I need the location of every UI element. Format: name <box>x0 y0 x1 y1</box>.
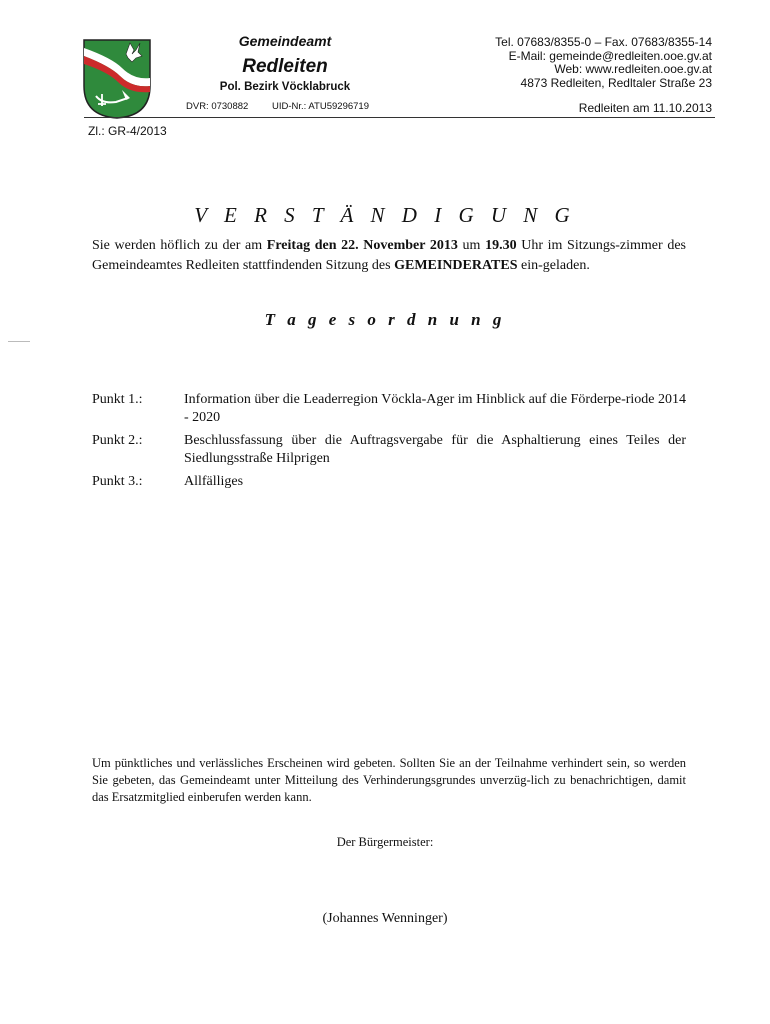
agenda-item-text: Information über die Leaderregion Vöckla-Ager im Hinblick auf die Förderpe-riode 2014 - 2020 <box>184 392 687 425</box>
invitation-text: Sie werden höflich zu der am <box>92 238 267 253</box>
date-line: Redleiten am 11.10.2013 <box>578 101 712 115</box>
agenda-item-label: Punkt 2.: <box>92 433 143 448</box>
org-name-line2: Redleiten <box>242 56 328 77</box>
agenda-item-label: Punkt 1.: <box>92 392 143 407</box>
contact-phone: Tel. 07683/8355-0 – Fax. 07683/8355-14 <box>495 35 712 49</box>
meeting-date: Freitag den 22. November 2013 <box>266 238 458 253</box>
invitation-text: Uhr im Sitzungs-zimmer des Gemeindeamtes Redleiten stattfindenden Sitzung des <box>92 238 686 273</box>
signature-label: Der Bürgermeister: <box>336 835 434 849</box>
reference-number: Zl.: GR-4/2013 <box>88 124 167 138</box>
agenda-item-label: Punkt 3.: <box>92 474 143 489</box>
closing-paragraph: Um pünktliches und verlässliches Erscheinen wird gebeten. Sollten Sie an der Teilnahme verhindert sein, so werden Sie gebeten, das Gemeindeamt unter Mitteilung des Verhinderungsgrundes unverzüg-lich zu benachrichtigen, damit das Ersatzmitglied einberufen werden kann. <box>92 756 686 804</box>
document-title: V E R S T Ä N D I G U N G <box>194 203 576 227</box>
invitation-text: um <box>457 238 486 253</box>
invitation-paragraph <box>92 236 686 276</box>
agenda-heading: T a g e s o r d n u n g <box>264 310 506 329</box>
contact-address: 4873 Redleiten, Redltaler Straße 23 <box>520 76 712 90</box>
org-district: Pol. Bezirk Vöcklabruck <box>219 81 351 93</box>
agenda-item-text: Allfälliges <box>184 474 244 489</box>
agenda-item-text: Beschlussfassung über die Auftragsvergabe für die Asphaltierung eines Teiles der Siedlungsstraße Hilprigen <box>184 433 686 466</box>
signature-name: (Johannes Wenninger) <box>322 911 448 926</box>
uid-number: UID-Nr.: ATU59296719 <box>272 101 369 112</box>
dvr-number: DVR: 0730882 <box>186 101 249 112</box>
org-name-line1: Gemeindeamt <box>238 33 332 49</box>
meeting-time: 19.30 <box>485 238 517 253</box>
coat-of-arms-icon <box>82 38 152 120</box>
invitation-text: ein-geladen. <box>517 258 590 273</box>
contact-email: E-Mail: gemeinde@redleiten.ooe.gv.at <box>508 49 712 63</box>
margin-mark <box>8 341 30 342</box>
contact-web: Web: www.redleiten.ooe.gv.at <box>554 62 712 76</box>
council-name: GEMEINDERATES <box>394 258 518 273</box>
header-divider <box>84 117 715 118</box>
